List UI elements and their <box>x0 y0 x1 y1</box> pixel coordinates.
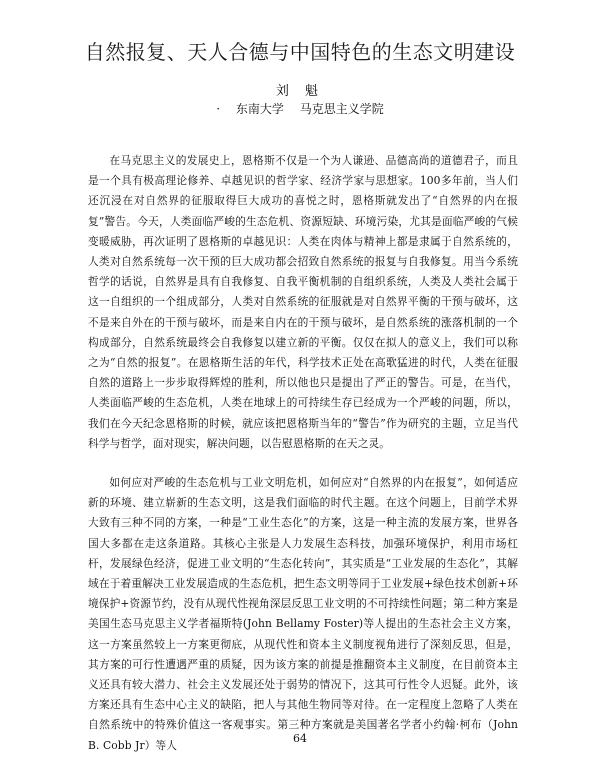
body-paragraph-2: 如何应对严峻的生态危机与工业文明危机，如何应对“自然界的内在报复”，如何适应新的环境、建立崭新的生态文明，这是我们面临的时代主题。在这个问题上，目前学术界大致有三种不同的方案，一种是“工业生态化”的方案，这是一种主流的发展方案，世界各国大多都在走这条道路。其核心主张是人力发展生态科技，加强环境保护，利用市场杠杆，发展绿色经济，促进工业文明的“生态化转向”，其实质是“工业发展的生态化”，其解域在于着重解决工业发展造成的生态危机，把生态文明等同于工业发展+绿色技术创新+环境保护+资源节约，没有从现代性视角深层反思工业文明的不可持续性问题；第二种方案是美国生态马克思主义学者福斯特(John Bellamy Foster)等人提出的生态社会主义方案，这一方案虽然较上一方案更彻底，从现代性和资本主义制度视角进行了深刻反思，但是，其方案的可行性遭遇严重的质疑，因为该方案的前提是推翻资本主义制度，在目前资本主义还具有较大潜力、社会主义发展还处于弱势的情况下，这其可行性令人迟疑。此外，该方案还具有生态中心主义的缺陷，把人与其他生物同等对待。在一定程度上忽略了人类在自然系统中的特殊价值这一客观事实。第三种方案就是美国著名学者小约翰·柯布（John B. Cobb Jr）等人 <box>88 476 518 752</box>
affiliation-university: 东南大学 <box>235 102 284 116</box>
author-affiliation <box>0 100 600 117</box>
article-title: 自然报复、天人合德与中国特色的生态文明建设 <box>84 40 516 64</box>
affiliation-school: 马克思主义学院 <box>299 102 384 116</box>
affiliation-bullet: · <box>216 102 221 116</box>
page-number: 64 <box>293 732 307 745</box>
author-name: 刘 魁 <box>275 84 325 99</box>
body-paragraph-1: 在马克思主义的发展史上，恩格斯不仅是一个为人谦逊、品德高尚的道德君子，而且是一个具有极高理论修养、卓越见识的哲学家、经济学家与思想家。100多年前，当人们还沉浸在对自然界的征服取得巨大成功的喜悦之时，恩格斯就发出了“自然界的内在报复”警告。今天，人类面临严峻的生态危机、资源短缺、环境污染，尤其是面临严峻的气候变暖威胁，再次证明了恩格斯的卓越见识：人类在肉体与精神上都是隶属于自然系统的，人类对自然系统每一次干预的巨大成功都会招致自然系统的报复与自我修复。用当今系统哲学的话说，自然界是具有自我修复、自我平衡机制的自组织系统，人类及人类社会属于这一自组织的一个组成部分，人类对自然系统的征服就是对自然界平衡的干预与破坏，这不是来自外在的干预与破坏，而是来自内在的干预与破坏，是自然系统的涨落机制的一个构成部分，自然系统最终会自我修复以建立新的平衡。仅仅在拟人的意义上，我们可以称之为“自然的报复”。在恩格斯生活的年代，科学技术正处在高歌猛进的时代，人类在征服自然的道路上一步步取得辉煌的胜利，所以他也只是提出了严正的警告。可是，在当代，人类面临严峻的生态危机，人类在地球上的可持续生存已经成为一个严峻的问题，所以，我们在今天纪念恩格斯的时候，就应该把恩格斯当年的“警告”作为研究的主题，立足当代科学与哲学，面对现实，解决问题，以告慰恩格斯的在天之灵。 <box>88 154 518 450</box>
article-body <box>88 151 518 756</box>
